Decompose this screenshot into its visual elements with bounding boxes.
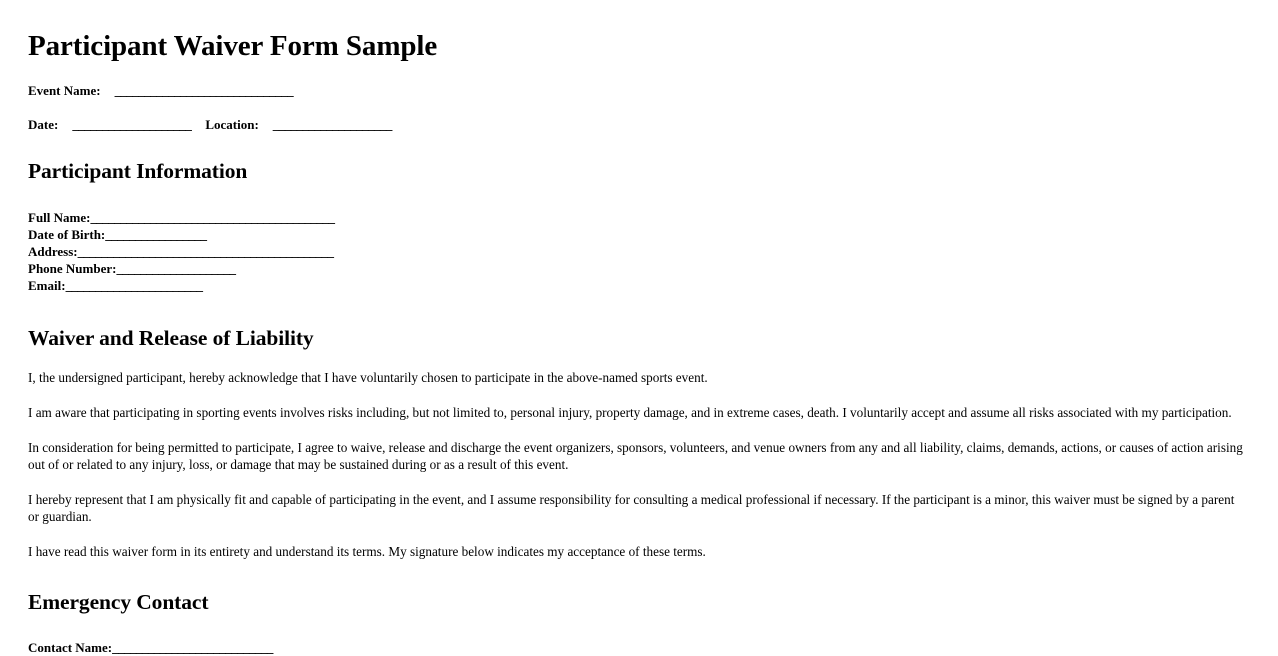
- email-input-rule[interactable]: _______________________: [65, 278, 203, 294]
- email-field: [28, 277, 1250, 294]
- full-name-field: [28, 209, 1250, 226]
- phone-number-label: Phone Number:: [28, 261, 117, 277]
- waiver-paragraph: I have read this waiver form in its entirety and understand its terms. My signature below indicates my acceptance of these terms.: [28, 543, 706, 559]
- phone-number-field: [28, 260, 1250, 277]
- event-name-field: [28, 84, 1250, 97]
- waiver-body: [28, 369, 1250, 560]
- page-title: Participant Waiver Form Sample: [28, 30, 438, 62]
- address-label: Address:: [28, 244, 78, 260]
- email-label: Email:: [28, 278, 66, 294]
- location-input-rule[interactable]: ____________________: [272, 117, 392, 133]
- participant-information-fields: [28, 209, 1250, 294]
- full-name-label: Full Name:: [28, 210, 91, 226]
- full-name-input-rule[interactable]: _________________________________________: [90, 210, 335, 226]
- waiver-paragraph: I, the undersigned participant, hereby acknowledge that I have voluntarily chosen to participate in the above-named sports event.: [28, 369, 708, 385]
- event-name-label: Event Name:: [28, 83, 101, 99]
- event-name-input-rule[interactable]: ______________________________: [114, 83, 294, 99]
- address-input-rule[interactable]: ___________________________________________: [77, 244, 334, 260]
- waiver-section-heading: Waiver and Release of Liability: [28, 326, 314, 351]
- contact-name-field: [28, 639, 1250, 656]
- date-location-row: [28, 118, 1250, 131]
- date-of-birth-label: Date of Birth:: [28, 227, 106, 243]
- emergency-contact-heading: Emergency Contact: [28, 589, 209, 614]
- participant-information-heading: Participant Information: [28, 159, 248, 184]
- contact-name-label: Contact Name:: [28, 639, 113, 655]
- date-of-birth-input-rule[interactable]: _________________: [105, 227, 207, 243]
- waiver-paragraph: I hereby represent that I am physically fit and capable of participating in the event, and I assume responsibility for consulting a medical professional if necessary. If the participant is a minor, this waiver must be signed by a parent or guardian.: [28, 491, 1235, 524]
- event-details-block: [28, 84, 1250, 131]
- address-field: [28, 243, 1250, 260]
- date-label: Date:: [28, 117, 59, 133]
- contact-name-input-rule[interactable]: ___________________________: [112, 639, 273, 655]
- date-of-birth-field: [28, 226, 1250, 243]
- emergency-contact-fields: [28, 639, 1250, 656]
- waiver-paragraph: I am aware that participating in sporting events involves risks including, but not limited to, personal injury, property damage, and in extreme cases, death. I voluntarily accept and assume all risks associated with my participation.: [28, 404, 1232, 420]
- phone-number-input-rule[interactable]: ____________________: [116, 261, 236, 277]
- date-input-rule[interactable]: ____________________: [72, 117, 192, 133]
- location-label: Location:: [205, 117, 259, 133]
- waiver-paragraph: In consideration for being permitted to participate, I agree to waive, release and discharge the event organizers, sponsors, volunteers, and venue owners from any and all liability, claims, demands, actions, or causes of action arising out of or related to any injury, loss, or damage that may be sustained during or as a result of this event.: [28, 439, 1243, 472]
